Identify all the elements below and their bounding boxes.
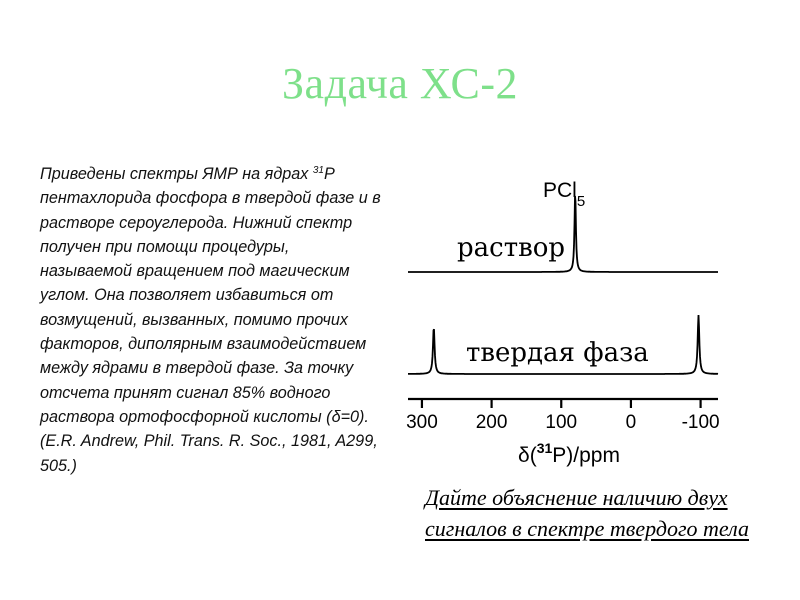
x-label-prefix: δ( (518, 444, 537, 467)
x-tick-label-300: 300 (406, 412, 438, 433)
question-text: Дайте объяснение наличию двух сигналов в спектре твердого тела (425, 485, 749, 541)
chart-title-formula: PCl (543, 179, 577, 202)
slide-title: Задача ХС-2 (282, 59, 518, 108)
x-tick-label-200: 200 (475, 412, 508, 433)
description-body: P пентахлорида фосфора в твердой фазе и в растворе сероуглерода. Нижний спектр получен при помощи процедуры, называемой вращением под магическим углом. Она позволяет избавиться от возмущений, вызванных, помимо прочих факторов, диполярным взаимодействием между ядрами в твердой фазе. За точку отсчета принят сигнал 85% водного раствора ортофосфорной кислоты (δ=0). (E.R. Andrew, Phil. Trans. R. Soc., 1981, A299, 505.) (40, 165, 381, 475)
x-label-suffix: P)/ppm (552, 444, 620, 467)
chart-title-subscript: 5 (576, 193, 586, 210)
chart-title (543, 179, 585, 210)
description-line1: Приведены спектры ЯМР на ядрах (40, 165, 309, 183)
x-tick-label-100: 100 (545, 412, 578, 433)
series-label-solid: твердая фаза (466, 338, 649, 368)
x-tick-label--100: -100 (681, 412, 720, 433)
x-axis-label (518, 440, 620, 467)
isotope-superscript: 31 (312, 165, 324, 176)
x-axis-ticks (406, 399, 720, 433)
x-label-mass: 31 (536, 440, 553, 456)
x-tick-label-0: 0 (625, 412, 637, 433)
series-label-solution: раствор (457, 233, 566, 263)
